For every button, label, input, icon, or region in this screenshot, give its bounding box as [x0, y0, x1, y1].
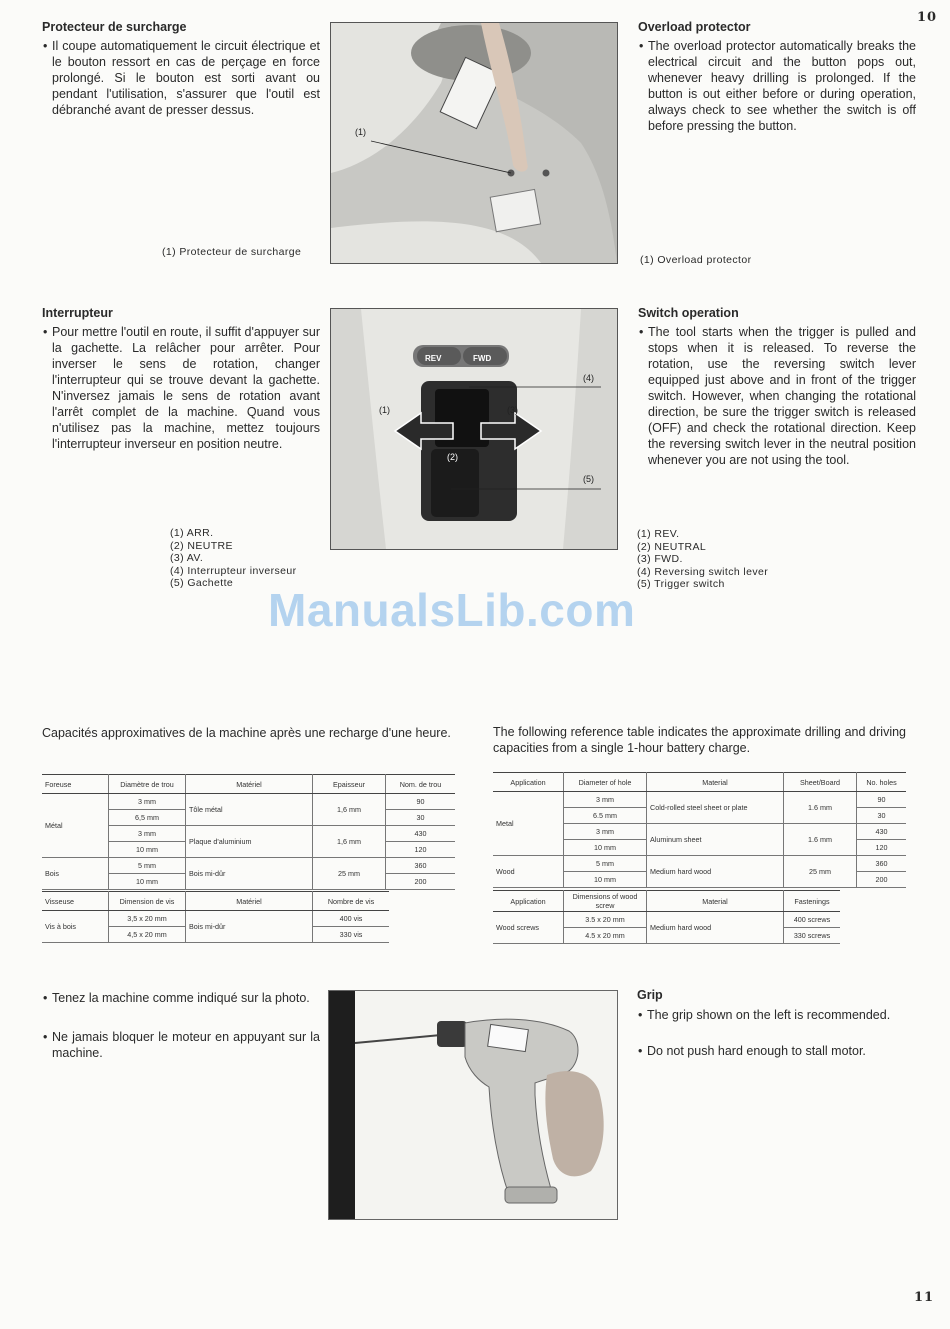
switch-label-4: (4) [583, 373, 594, 383]
fr-d-2: 3 mm [109, 826, 186, 842]
fr-h-foreuse: Foreuse [42, 775, 109, 794]
fr-capacities-intro: Capacités approximatives de la machine après une recharge d'une heure. [42, 726, 451, 740]
fr-switch-text: • Pour mettre l'outil en route, il suffit d'appuyer sur la gachette. La relâcher pour arrêter. Pour inverser le sens de rotation, changer l'interrupteur qui se trouve devant la gachette. N'inversez jamais le sens de rotation avant l'arrêt complet de la machine. Quand vous n'utilisez pas la machine, mettez toujours l'interrupteur inverseur en position neutre. [43, 325, 320, 451]
en-switch-caption-3: (3) FWD. [637, 553, 683, 565]
en-n-0: 90 [857, 792, 907, 808]
fr-switch-caption-2: (2) NEUTRE [170, 539, 233, 552]
fr-drilling-table [42, 774, 455, 890]
en-screw-table [493, 890, 840, 944]
en-switch-caption-2: (2) NEUTRAL [637, 540, 707, 553]
en-s-n-0: 400 screws [784, 912, 841, 928]
en-switch-text-content: The tool starts when the trigger is pulled and stops when it is released. To reverse the rotation, use the reversing switch lever equipped just above and in front of the trigger switch. However, when changing the rotational direction, be sure the trigger switch is released (OFF) and check the rotational direction. Keep the reversing switch lever in the neutral position whenever you are not using the tool. [648, 325, 916, 467]
en-h-sheet: Sheet/Board [784, 773, 857, 792]
fr-t-2: 1,6 mm [313, 826, 386, 858]
en-n-1: 30 [857, 808, 907, 824]
fr-d-0: 3 mm [109, 794, 186, 810]
en-drilling-table [493, 772, 906, 888]
en-overload-caption: (1) Overload protector [640, 254, 752, 266]
fr-d-3: 10 mm [109, 842, 186, 858]
en-n-4: 360 [857, 856, 907, 872]
fr-drilling-header-row [42, 775, 455, 794]
fr-s-d-0: 3,5 x 20 mm [109, 911, 186, 927]
fr-d-5: 10 mm [109, 874, 186, 890]
en-d-1: 6.5 mm [564, 808, 647, 824]
fr-s-h-materiel: Matériel [186, 892, 313, 911]
en-grip-bullet-2: • Do not push hard enough to stall motor. [638, 1044, 866, 1058]
fr-switch-caption-1: (1) ARR. [170, 527, 214, 539]
overload-photo-illustration [331, 23, 617, 263]
fr-h-diametre: Diamètre de trou [109, 775, 186, 794]
en-s-h-application: Application [493, 891, 564, 912]
fr-n-4: 360 [386, 858, 456, 874]
fr-overload-title: Protecteur de surcharge [42, 20, 187, 34]
fr-switch-caption-5: (5) Gachette [170, 577, 234, 589]
en-switch-title: Switch operation [638, 306, 739, 320]
fr-s-d-1: 4,5 x 20 mm [109, 927, 186, 943]
fr-s-mat: Bois mi-dûr [186, 911, 313, 943]
en-grip-bullet-2-text: Do not push hard enough to stall motor. [647, 1044, 866, 1058]
fr-screw-header-row [42, 892, 389, 911]
table-row [42, 794, 455, 810]
switch-photo-illustration [331, 309, 617, 549]
table-row [493, 912, 840, 928]
fr-switch-title: Interrupteur [42, 306, 113, 320]
fr-switch-text-content: Pour mettre l'outil en route, il suffit d'appuyer sur la gachette. La relâcher pour arrêter. Pour inverser le sens de rotation, changer l'interrupteur qui se trouve devant la gachette. N'inversez jamais le sens de rotation avant l'arrêt complet de la machine. Quand vous n'utilisez pas la machine, mettez toujours l'interrupteur inverseur en position neutre. [52, 325, 320, 451]
en-switch-caption-4: (4) Reversing switch lever [637, 565, 769, 578]
en-drilling-header-row [493, 773, 906, 792]
en-mat-2: Aluminum sheet [647, 824, 784, 856]
fr-t-3: 25 mm [313, 858, 386, 890]
en-t-1: 1.6 mm [784, 792, 857, 824]
en-s-d-0: 3.5 x 20 mm [564, 912, 647, 928]
en-s-n-1: 330 screws [784, 928, 841, 944]
en-s-app: Wood screws [493, 912, 564, 944]
en-n-3: 120 [857, 840, 907, 856]
en-s-d-1: 4.5 x 20 mm [564, 928, 647, 944]
fr-d-1: 6,5 mm [109, 810, 186, 826]
fr-switch-captions [170, 527, 297, 590]
en-overload-text-content: The overload protector automatically breaks the electrical circuit and the button pops out, whenever heavy drilling is prolonged. If the button is out either before or during operation, always check to see whether the switch is off before pressing the button. [648, 39, 916, 133]
fr-n-3: 120 [386, 842, 456, 858]
en-s-h-fastenings: Fastenings [784, 891, 841, 912]
en-s-h-material: Material [647, 891, 784, 912]
en-s-mat: Medium hard wood [647, 912, 784, 944]
en-d-5: 10 mm [564, 872, 647, 888]
fr-grip-bullet-1: • Tenez la machine comme indiqué sur la photo. [43, 991, 310, 1005]
en-mat-1: Cold-rolled steel sheet or plate [647, 792, 784, 824]
rev-mark: REV [425, 354, 442, 363]
fr-t-1: 1,6 mm [313, 794, 386, 826]
en-grip-bullet-1-text: The grip shown on the left is recommended. [647, 1008, 891, 1022]
fr-app-bois: Bois [42, 858, 109, 890]
switch-label-3: (3) [507, 405, 518, 415]
fr-grip-bullet-2-text: Ne jamais bloquer le moteur en appuyant sur la machine. [52, 1030, 320, 1060]
en-app-wood: Wood [493, 856, 564, 888]
switch-operation-photo [330, 308, 618, 550]
en-switch-caption-1: (1) REV. [637, 528, 680, 540]
fr-overload-text-content: Il coupe automatiquement le circuit électrique et le bouton ressort en cas de perçage en force prolongé. Si le bouton est sorti avant ou pendant l'utilisation, s'assurer que l'outil est débranché avant de presser dessus. [52, 39, 320, 117]
en-s-h-dimensions: Dimensions of wood screw [564, 891, 647, 912]
en-n-5: 200 [857, 872, 907, 888]
fr-n-0: 90 [386, 794, 456, 810]
grip-photo [328, 990, 618, 1220]
fr-s-app: Vis à bois [42, 911, 109, 943]
en-switch-text: • The tool starts when the trigger is pulled and stops when it is released. To reverse the rotation, use the reversing switch lever equipped just above and in front of the trigger switch. However, when changing the rotational direction, be sure the trigger switch is released (OFF) and check the rotational direction. Keep the reversing switch lever in the neutral position whenever you are not using the tool. [639, 325, 916, 467]
switch-label-5: (5) [583, 474, 594, 484]
overload-protector-photo [330, 22, 618, 264]
en-d-3: 10 mm [564, 840, 647, 856]
en-t-2: 1.6 mm [784, 824, 857, 856]
fr-s-n-0: 400 vis [313, 911, 390, 927]
en-h-application: Application [493, 773, 564, 792]
en-screw-header-row [493, 891, 840, 912]
fr-s-h-visseuse: Visseuse [42, 892, 109, 911]
en-overload-text: • The overload protector automatically breaks the electrical circuit and the button pops out, whenever heavy drilling is prolonged. If the button is out either before or during operation, always check to see whether the switch is off before pressing the button. [639, 39, 916, 133]
fr-switch-caption-3: (3) AV. [170, 552, 204, 564]
en-capacities-intro: The following reference table indicates the approximate drilling and driving capacities from a single 1-hour battery charge. [493, 725, 906, 755]
en-d-4: 5 mm [564, 856, 647, 872]
overload-photo-label-1: (1) [355, 127, 366, 137]
fr-n-2: 430 [386, 826, 456, 842]
en-grip-bullet-1: • The grip shown on the left is recommended. [638, 1008, 891, 1022]
fr-mat-3: Bois mi-dûr [186, 858, 313, 890]
fr-switch-caption-4: (4) Interrupteur inverseur [170, 564, 297, 577]
fr-mat-2: Plaque d'aluminium [186, 826, 313, 858]
en-h-diameter: Diameter of hole [564, 773, 647, 792]
en-overload-title: Overload protector [638, 20, 751, 34]
fr-mat-1: Tôle métal [186, 794, 313, 826]
page-number-top: 10 [917, 10, 938, 25]
switch-label-1: (1) [379, 405, 390, 415]
en-h-material: Material [647, 773, 784, 792]
en-app-metal: Metal [493, 792, 564, 856]
fr-h-materiel: Matériel [186, 775, 313, 794]
fr-screw-table [42, 891, 389, 943]
switch-label-2: (2) [447, 452, 458, 462]
en-d-2: 3 mm [564, 824, 647, 840]
fr-s-n-1: 330 vis [313, 927, 390, 943]
fr-grip-bullet-2: • Ne jamais bloquer le moteur en appuyant sur la machine. [43, 1030, 320, 1060]
fr-d-4: 5 mm [109, 858, 186, 874]
en-switch-caption-5: (5) Trigger switch [637, 578, 725, 590]
fr-grip-bullet-1-text: Tenez la machine comme indiqué sur la photo. [52, 991, 310, 1005]
page-number-bottom: 11 [914, 1290, 935, 1305]
en-mat-3: Medium hard wood [647, 856, 784, 888]
en-n-2: 430 [857, 824, 907, 840]
table-row [493, 792, 906, 808]
table-row [42, 858, 455, 874]
en-h-holes: No. holes [857, 773, 907, 792]
fr-s-h-dimension: Dimension de vis [109, 892, 186, 911]
table-row [42, 911, 389, 927]
fr-s-h-nombre: Nombre de vis [313, 892, 390, 911]
fr-overload-text: • Il coupe automatiquement le circuit électrique et le bouton ressort en cas de perçage en force prolongé. Si le bouton est sorti avant ou pendant l'utilisation, s'assurer que l'outil est débranché avant de presser dessus. [43, 39, 320, 117]
manualslib-watermark: ManualsLib.com [268, 584, 636, 636]
fr-h-epaisseur: Epaisseur [313, 775, 386, 794]
en-t-3: 25 mm [784, 856, 857, 888]
fr-n-1: 30 [386, 810, 456, 826]
fr-app-metal: Métal [42, 794, 109, 858]
en-grip-title: Grip [637, 988, 663, 1002]
table-row [493, 856, 906, 872]
en-switch-captions [637, 528, 768, 591]
fr-n-5: 200 [386, 874, 456, 890]
fr-h-nom: Nom. de trou [386, 775, 456, 794]
fr-overload-caption: (1) Protecteur de surcharge [162, 246, 302, 258]
fwd-mark: FWD [473, 354, 492, 363]
en-d-0: 3 mm [564, 792, 647, 808]
grip-photo-illustration [329, 991, 617, 1219]
